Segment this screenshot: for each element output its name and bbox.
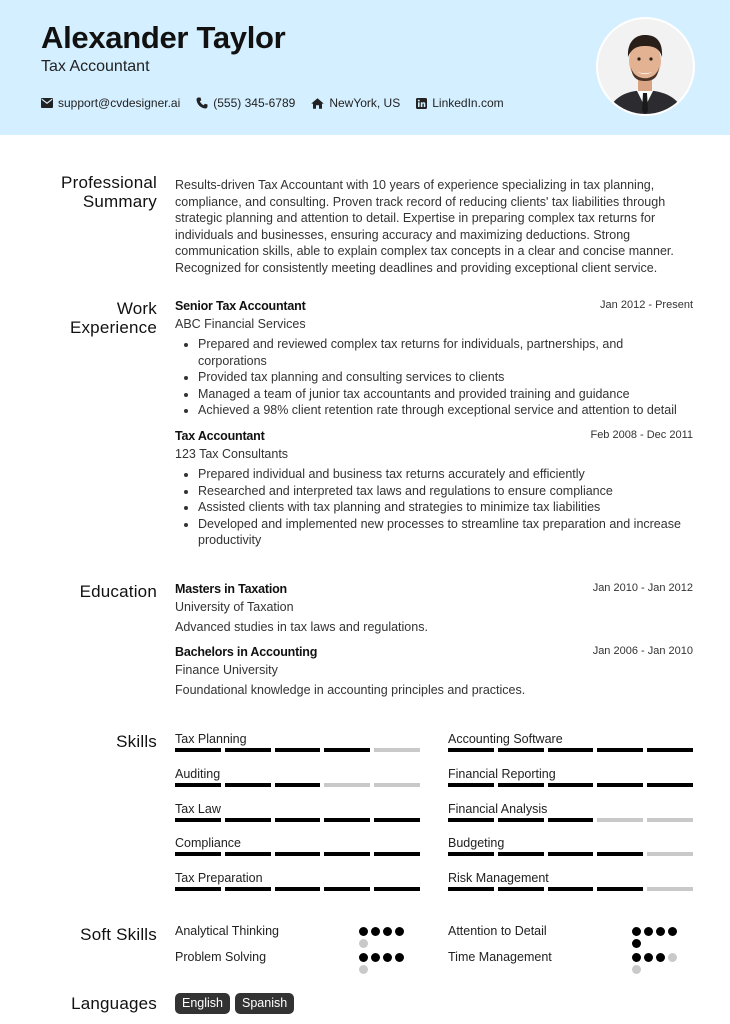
job-entry — [175, 299, 693, 419]
skill-level-segment-filled — [448, 887, 494, 891]
job-dates: Feb 2008 - Dec 2011 — [590, 429, 693, 441]
skill-item — [175, 732, 420, 752]
school-name: Finance University — [175, 663, 278, 677]
skill-level-segment-filled — [225, 818, 271, 822]
skill-level-segment-filled — [498, 783, 544, 787]
skill-level-segment-filled — [597, 852, 643, 856]
degree-title: Bachelors in Accounting — [175, 645, 318, 659]
experience-title-line-1: Work — [116, 299, 157, 318]
list-item: • Prepared individual and business tax returns accurately and efficiently — [198, 466, 693, 483]
skill-level-bar — [448, 783, 693, 787]
skill-level-segment-empty — [647, 818, 693, 822]
section-title-experience — [20, 299, 157, 337]
job-dates: Jan 2012 - Present — [600, 299, 693, 311]
skill-level-segment-empty — [324, 783, 370, 787]
soft-skill-name: Time Management — [448, 950, 552, 964]
soft-skill-name: Attention to Detail — [448, 924, 547, 938]
rating-dot-filled — [395, 953, 404, 962]
job-bullets — [175, 336, 693, 419]
skill-level-segment-filled — [448, 852, 494, 856]
candidate-name: Alexander Taylor — [41, 20, 286, 55]
skill-level-segment-filled — [175, 783, 221, 787]
job-company: ABC Financial Services — [175, 317, 306, 331]
skill-level-segment-filled — [275, 852, 321, 856]
skill-level-segment-filled — [448, 748, 494, 752]
contact-email[interactable] — [41, 96, 180, 110]
phone-text: (555) 345-6789 — [213, 96, 296, 110]
skill-level-segment-filled — [548, 748, 594, 752]
linkedin-icon — [416, 98, 427, 109]
skill-item — [175, 871, 420, 891]
skill-level-segment-filled — [225, 852, 271, 856]
skill-level-bar — [448, 818, 693, 822]
education-entry — [175, 645, 693, 698]
rating-dot-empty — [359, 965, 368, 974]
rating-dot-filled — [632, 927, 641, 936]
education-dates: Jan 2006 - Jan 2010 — [592, 645, 693, 657]
job-entry — [175, 429, 693, 549]
contact-linkedin[interactable] — [416, 96, 503, 110]
rating-dot-filled — [359, 953, 368, 962]
skill-level-segment-empty — [647, 852, 693, 856]
skill-level-bar — [448, 887, 693, 891]
rating-dot-filled — [383, 927, 392, 936]
skill-level-segment-filled — [275, 818, 321, 822]
rating-dot-empty — [359, 939, 368, 948]
list-item: • Developed and implemented new processes to streamline tax preparation and increase productivity — [198, 516, 693, 549]
rating-dot-empty — [632, 965, 641, 974]
skill-level-segment-filled — [647, 748, 693, 752]
section-title-languages: Languages — [71, 994, 157, 1013]
skill-name: Accounting Software — [448, 732, 563, 746]
soft-skill-rating — [359, 953, 407, 974]
email-text: support@cvdesigner.ai — [58, 96, 181, 110]
skill-name: Financial Reporting — [448, 767, 556, 781]
list-item: • Researched and interpreted tax laws and regulations to ensure compliance — [198, 483, 693, 500]
skill-level-segment-filled — [597, 783, 643, 787]
summary-title-line-1: Professional — [61, 173, 157, 192]
skill-level-segment-filled — [548, 887, 594, 891]
phone-icon — [196, 97, 208, 109]
skill-name: Budgeting — [448, 836, 505, 850]
skill-item — [175, 802, 420, 822]
skill-item — [175, 836, 420, 856]
rating-dot-filled — [656, 953, 665, 962]
skill-item — [448, 871, 693, 891]
education-entry — [175, 582, 693, 635]
rating-dot-filled — [668, 927, 677, 936]
degree-title: Masters in Taxation — [175, 582, 287, 596]
home-icon — [311, 98, 324, 109]
skill-level-segment-filled — [324, 748, 370, 752]
skill-level-segment-filled — [597, 887, 643, 891]
section-title-skills: Skills — [116, 732, 157, 751]
skill-level-segment-filled — [275, 748, 321, 752]
skill-level-segment-filled — [498, 748, 544, 752]
list-item: • Managed a team of junior tax accountants and provided training and guidance — [198, 386, 693, 403]
skill-level-bar — [175, 852, 420, 856]
rating-dot-filled — [632, 953, 641, 962]
linkedin-text: LinkedIn.com — [432, 96, 504, 110]
skill-level-segment-filled — [374, 852, 420, 856]
skill-item — [448, 836, 693, 856]
rating-dot-filled — [656, 927, 665, 936]
skill-level-segment-empty — [597, 818, 643, 822]
section-title-education: Education — [79, 582, 157, 601]
skill-level-segment-filled — [225, 887, 271, 891]
rating-dot-filled — [371, 953, 380, 962]
skill-item — [448, 767, 693, 787]
soft-skill-rating — [359, 927, 407, 948]
contact-location — [311, 96, 400, 110]
education-description: Advanced studies in tax laws and regulations. — [175, 620, 428, 634]
rating-dot-filled — [359, 927, 368, 936]
skill-level-segment-filled — [647, 783, 693, 787]
skill-name: Tax Planning — [175, 732, 247, 746]
skill-name: Financial Analysis — [448, 802, 548, 816]
skill-name: Tax Preparation — [175, 871, 263, 885]
rating-dot-filled — [371, 927, 380, 936]
skill-item — [448, 732, 693, 752]
skill-level-segment-empty — [374, 783, 420, 787]
soft-skill-name: Analytical Thinking — [175, 924, 279, 938]
skill-level-segment-filled — [548, 818, 594, 822]
skill-level-segment-filled — [597, 748, 643, 752]
school-name: University of Taxation — [175, 600, 294, 614]
job-title: Tax Accountant — [175, 429, 265, 443]
skill-name: Compliance — [175, 836, 242, 850]
skill-level-segment-filled — [498, 887, 544, 891]
skill-level-segment-empty — [647, 887, 693, 891]
soft-skill-rating — [632, 953, 680, 974]
skill-level-bar — [175, 748, 420, 752]
rating-dot-filled — [644, 927, 653, 936]
rating-dot-filled — [632, 939, 641, 948]
language-tags — [175, 993, 294, 1014]
skill-level-segment-filled — [175, 887, 221, 891]
skill-name: Tax Law — [175, 802, 221, 816]
skill-level-segment-filled — [448, 783, 494, 787]
skill-level-segment-filled — [548, 852, 594, 856]
skill-level-segment-filled — [324, 818, 370, 822]
section-title-soft-skills: Soft Skills — [80, 925, 157, 944]
list-item: • Assisted clients with tax planning and strategies to minimize tax liabilities — [198, 499, 693, 516]
skill-level-segment-filled — [498, 818, 544, 822]
list-item: • Achieved a 98% client retention rate through exceptional service and attention to detail — [198, 402, 693, 419]
skill-name: Auditing — [175, 767, 221, 781]
skill-level-segment-filled — [175, 852, 221, 856]
header-banner — [0, 0, 730, 135]
skill-level-segment-filled — [498, 852, 544, 856]
soft-skill-name: Problem Solving — [175, 950, 267, 964]
envelope-icon — [41, 98, 53, 108]
section-title-summary — [20, 173, 157, 211]
summary-title-line-2: Summary — [82, 192, 157, 211]
skill-level-segment-filled — [448, 818, 494, 822]
rating-dot-empty — [668, 953, 677, 962]
skill-item — [448, 802, 693, 822]
education-dates: Jan 2010 - Jan 2012 — [592, 582, 693, 594]
skill-level-bar — [175, 887, 420, 891]
skill-level-segment-filled — [275, 887, 321, 891]
job-title: Senior Tax Accountant — [175, 299, 306, 313]
skill-level-segment-filled — [374, 887, 420, 891]
skill-level-segment-filled — [324, 852, 370, 856]
rating-dot-filled — [644, 953, 653, 962]
soft-skill-rating — [632, 927, 680, 948]
skill-level-segment-filled — [548, 783, 594, 787]
contact-list — [41, 96, 504, 110]
education-description: Foundational knowledge in accounting principles and practices. — [175, 683, 526, 697]
skill-item — [175, 767, 420, 787]
skill-level-bar — [448, 748, 693, 752]
language-tag: English — [175, 993, 230, 1014]
profile-photo — [598, 19, 693, 114]
skill-level-segment-filled — [374, 818, 420, 822]
contact-phone[interactable] — [196, 96, 295, 110]
list-item: • Prepared and reviewed complex tax returns for individuals, partnerships, and corporations — [198, 336, 693, 369]
experience-title-line-2: Experience — [69, 318, 157, 337]
skill-name: Risk Management — [448, 871, 549, 885]
skill-level-segment-filled — [225, 748, 271, 752]
list-item: • Provided tax planning and consulting services to clients — [198, 369, 693, 386]
location-text: NewYork, US — [329, 96, 401, 110]
skill-level-segment-filled — [225, 783, 271, 787]
skill-level-segment-filled — [324, 887, 370, 891]
skill-level-bar — [448, 852, 693, 856]
skill-level-bar — [175, 783, 420, 787]
candidate-title: Tax Accountant — [41, 58, 150, 75]
skill-level-segment-filled — [175, 748, 221, 752]
job-company: 123 Tax Consultants — [175, 447, 289, 461]
skill-level-bar — [175, 818, 420, 822]
rating-dot-filled — [395, 927, 404, 936]
skill-level-segment-filled — [175, 818, 221, 822]
skill-level-segment-empty — [374, 748, 420, 752]
rating-dot-filled — [383, 953, 392, 962]
job-bullets — [175, 466, 693, 549]
language-tag: Spanish — [235, 993, 294, 1014]
summary-text: Results-driven Tax Accountant with 10 years of experience specializing in tax planning, compliance, and consulting. Proven track record of reducing clients' tax liabilities through strategic planning and attention to detail. Expertise in preparing complex tax returns for individuals and businesses, ensuring accuracy and maximizing deductions. Strong communication skills, able to explain complex tax concepts in a clear and concise manner. Recognized for consistently meeting deadlines and providing exceptional client service. — [175, 178, 674, 275]
skill-level-segment-filled — [275, 783, 321, 787]
